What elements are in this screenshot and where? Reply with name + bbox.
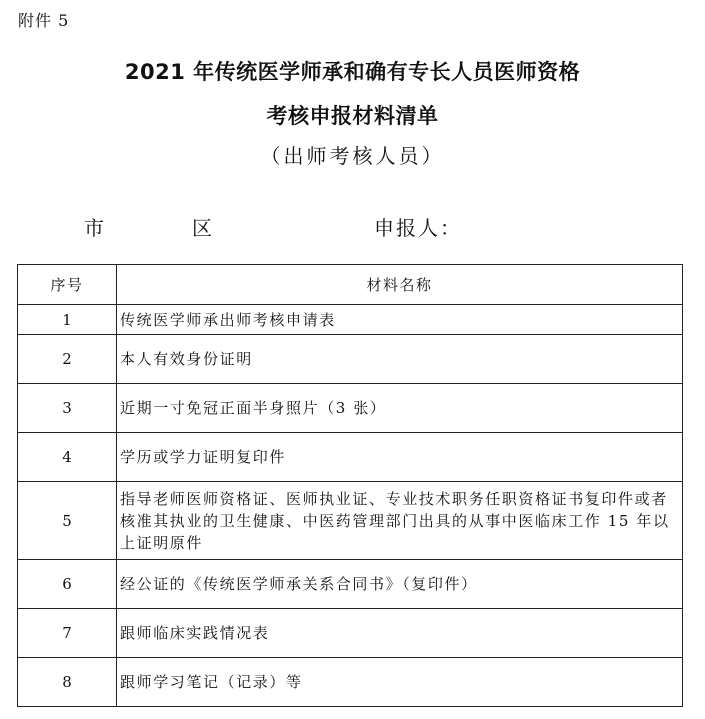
materials-table [17, 264, 683, 707]
row-material-name: 近期一寸免冠正面半身照片（3 张） [117, 384, 683, 433]
document-subtitle: （出师考核人员） [260, 144, 445, 168]
row-number: 3 [18, 384, 117, 433]
district-field-label: 区 [192, 216, 212, 240]
table-row [18, 335, 683, 384]
row-material-name: 跟师临床实践情况表 [117, 609, 683, 658]
attachment-label: 附件 5 [18, 11, 70, 30]
document-title-line-2: 考核申报材料清单 [266, 104, 439, 128]
table-row [18, 384, 683, 433]
row-number: 8 [18, 658, 117, 707]
row-number: 7 [18, 609, 117, 658]
header-material-name: 材料名称 [117, 265, 683, 305]
row-material-name: 指导老师医师资格证、医师执业证、专业技术职务任职资格证书复印件或者核准其执业的卫生健康、中医药管理部门出具的从事中医临床工作 15 年以上证明原件 [117, 482, 683, 560]
table-row [18, 482, 683, 560]
row-number: 6 [18, 560, 117, 609]
row-material-name: 传统医学师承出师考核申请表 [117, 305, 683, 335]
document-title-line-1: 2021 年传统医学师承和确有专长人员医师资格 [124, 60, 581, 84]
header-serial-number: 序号 [18, 265, 117, 305]
table-row [18, 305, 683, 335]
row-material-name: 学历或学力证明复印件 [117, 433, 683, 482]
row-material-name: 经公证的《传统医学师承关系合同书》（复印件） [117, 560, 683, 609]
row-number: 1 [18, 305, 117, 335]
row-number: 5 [18, 482, 117, 560]
table-header-row [18, 265, 683, 305]
row-number: 4 [18, 433, 117, 482]
city-field-label: 市 [84, 216, 104, 240]
row-material-name: 跟师学习笔记（记录）等 [117, 658, 683, 707]
table-row [18, 609, 683, 658]
table-row [18, 560, 683, 609]
table-row [18, 433, 683, 482]
row-number: 2 [18, 335, 117, 384]
applicant-field-label: 申报人： [374, 216, 462, 240]
row-material-name: 本人有效身份证明 [117, 335, 683, 384]
table-row [18, 658, 683, 707]
